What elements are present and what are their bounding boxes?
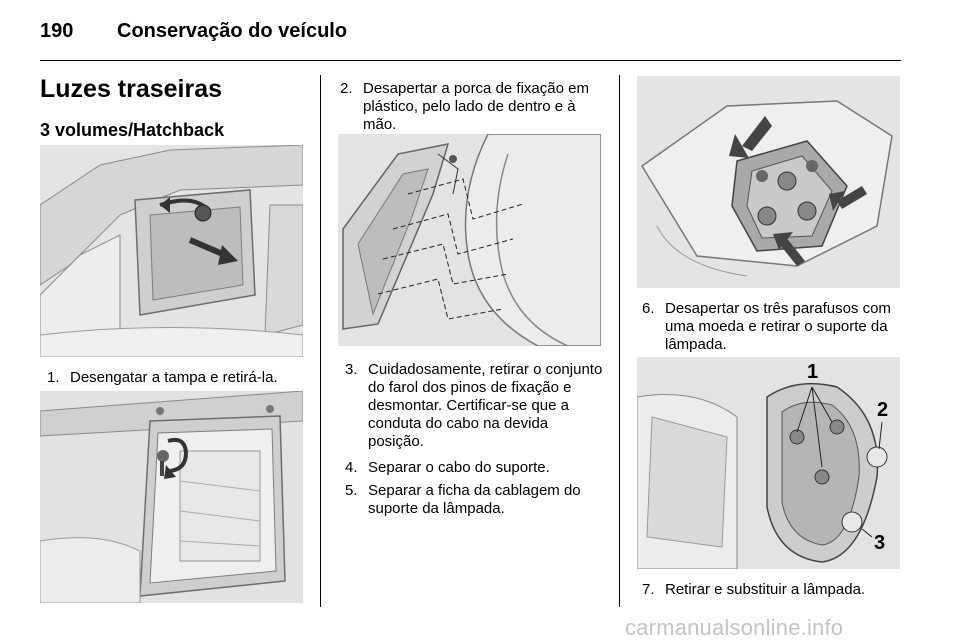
step-text: Separar o cabo do suporte. xyxy=(368,459,550,476)
step-6 xyxy=(642,300,907,354)
step-number: 5. xyxy=(345,482,358,499)
figure-cover-panel xyxy=(40,145,303,357)
step-text: Cuidadosamente, retirar o conjunto do farol dos pinos de fixação e desmontar. Certificar-se que a conduta do cabo na devida posição. xyxy=(368,361,603,450)
step-number: 7. xyxy=(642,581,655,598)
figure-bulb-holder-screws xyxy=(637,76,900,288)
figure-lamp-opening xyxy=(40,391,303,603)
callout-3: 3 xyxy=(874,532,886,554)
header-rule xyxy=(40,60,901,61)
step-number: 2. xyxy=(340,80,353,97)
step-number: 1. xyxy=(47,369,60,386)
figure-bulb-replacement xyxy=(637,357,900,569)
column-divider-1 xyxy=(320,75,321,607)
page-number: 190 xyxy=(40,20,74,42)
step-5 xyxy=(345,482,607,518)
step-text: Separar a ficha da cablagem do suporte da lâmpada. xyxy=(368,482,581,517)
step-3 xyxy=(345,361,607,451)
step-4 xyxy=(345,459,607,477)
figure-taillight-removal xyxy=(338,134,601,346)
step-number: 4. xyxy=(345,459,358,476)
step-text: Desapertar os três parafusos com uma moeda e retirar o suporte da lâmpada. xyxy=(665,300,891,353)
callout-1: 1 xyxy=(807,361,819,383)
section-title: Luzes traseiras xyxy=(40,75,223,103)
step-7 xyxy=(642,581,907,599)
step-number: 3. xyxy=(345,361,358,378)
section-subtitle: 3 volumes/Hatchback xyxy=(40,120,225,140)
step-text: Desapertar a porca de fixação em plástico, pelo lado de dentro e à mão. xyxy=(363,80,589,133)
step-1 xyxy=(47,369,307,387)
step-text: Retirar e substituir a lâmpada. xyxy=(665,581,866,598)
column-divider-2 xyxy=(619,75,620,607)
step-text: Desengatar a tampa e retirá-la. xyxy=(70,369,278,386)
watermark: carmanualsonline.info xyxy=(625,615,844,640)
callout-2: 2 xyxy=(877,399,889,421)
step-2 xyxy=(340,80,602,134)
step-number: 6. xyxy=(642,300,655,317)
chapter-title: Conservação do veículo xyxy=(117,20,348,42)
